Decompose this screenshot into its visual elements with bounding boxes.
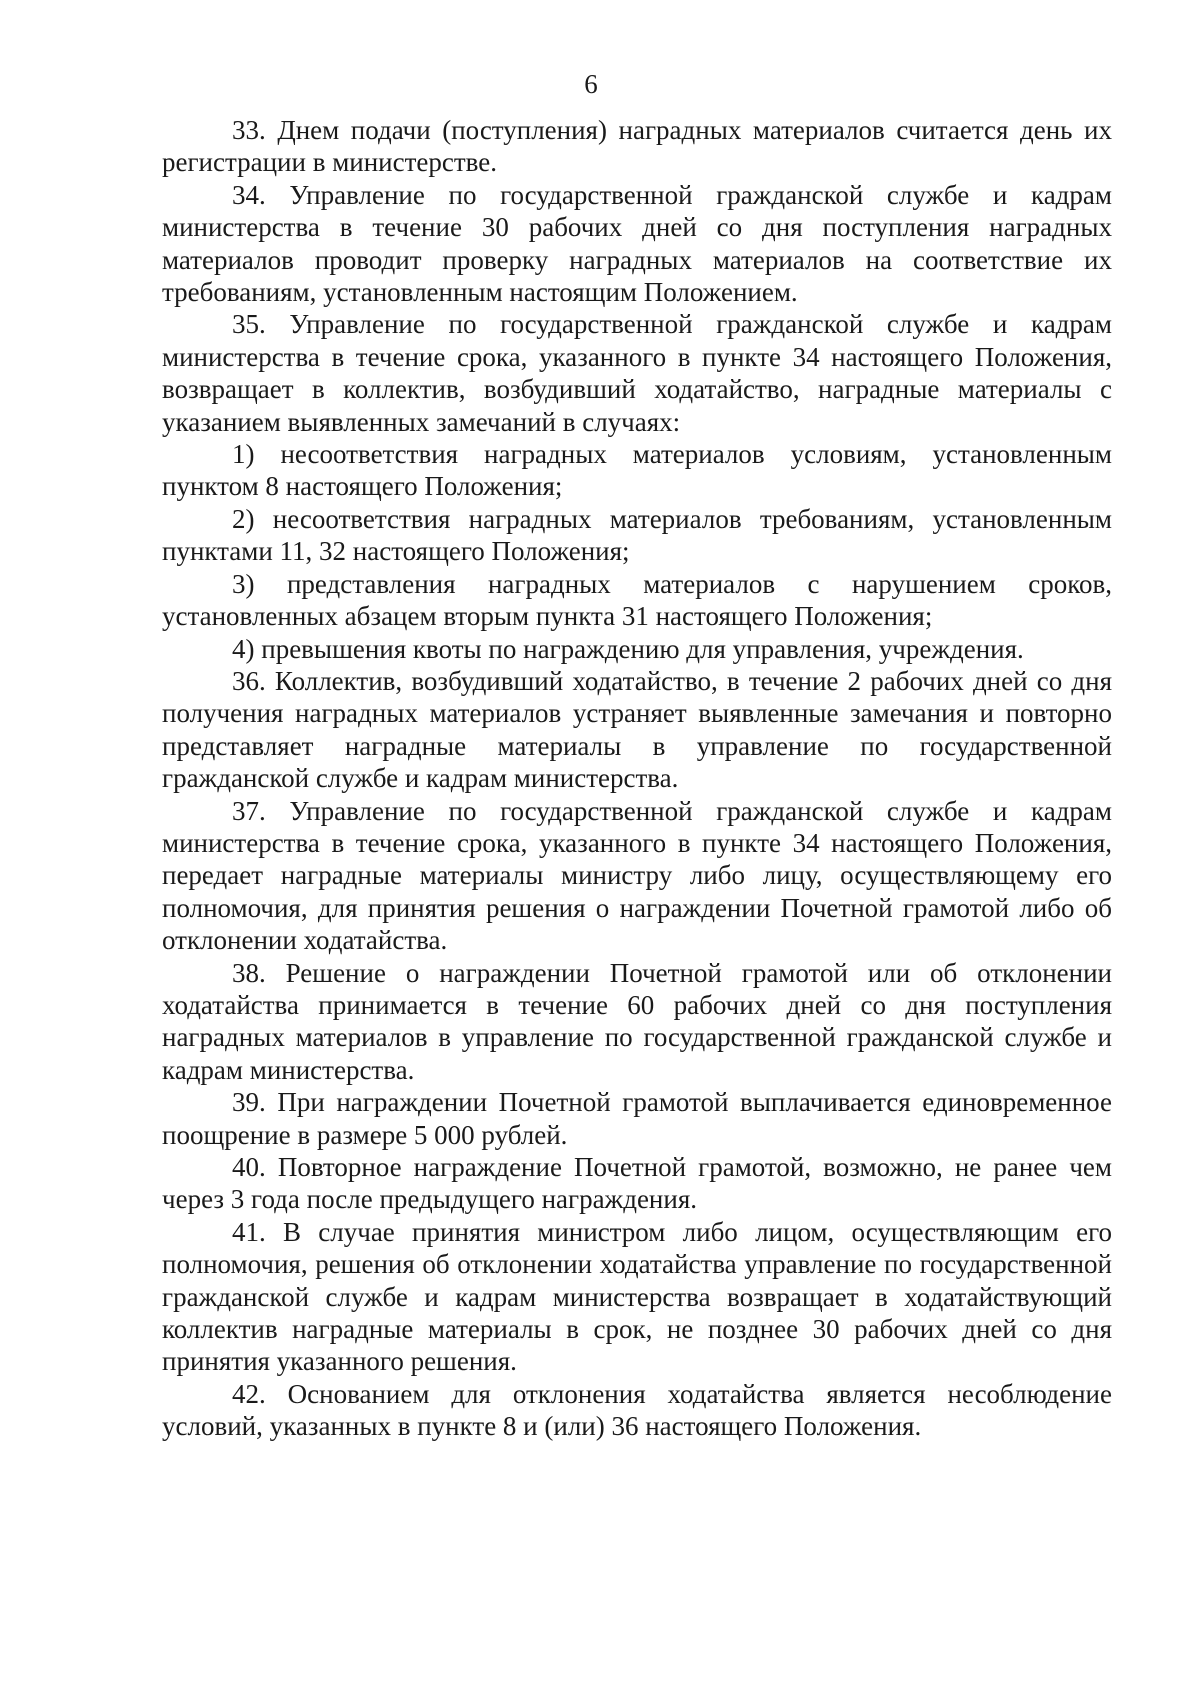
list-item-1: 1) несоответствия наградных материалов условиям, установленным пунктом 8 настоящего Положения; [162, 439, 1112, 502]
list-item-2: 2) несоответствия наградных материалов требованиям, установленным пунктами 11, 32 настоящего Положения; [162, 503, 1112, 567]
document-body [162, 114, 1112, 1443]
list-item-4: 4) превышения квоты по награждению для управления, учреждения. [232, 633, 1024, 664]
paragraph-36: 36. Коллектив, возбудивший ходатайство, в течение 2 рабочих дней со дня получения наградных материалов устраняет выявленные замечания и повторно представляет наградные материалы в управление по государственной гражданской службе и кадрам министерства. [162, 665, 1112, 794]
paragraph-41: 41. В случае принятия министром либо лицом, осуществляющим его полномочия, решения об отклонении ходатайства управление по государственной гражданской службе и кадрам министерства возвращает в ходатайствующий коллектив наградные материалы в срок, не позднее 30 рабочих дней со дня принятия указанного решения. [162, 1216, 1112, 1377]
page-number: 6 [584, 69, 598, 99]
paragraph-42: 42. Основанием для отклонения ходатайства является несоблюдение условий, указанных в пункте 8 и (или) 36 настоящего Положения. [162, 1378, 1112, 1442]
paragraph-35: 35. Управление по государственной гражданской службе и кадрам министерства в течение срока, указанного в пункте 34 настоящего Положения, возвращает в коллектив, возбудивший ходатайство, наградные материалы с указанием выявленных замечаний в случаях: [162, 309, 1112, 437]
paragraph-39: 39. При награждении Почетной грамотой выплачивается единовременное поощрение в размере 5 000 рублей. [162, 1087, 1112, 1150]
paragraph-33: 33. Днем подачи (поступления) наградных материалов считается день их регистрации в министерстве. [162, 115, 1112, 178]
paragraph-40: 40. Повторное награждение Почетной грамотой, возможно, не ранее чем через 3 года после предыдущего награждения. [162, 1152, 1112, 1215]
paragraph-34: 34. Управление по государственной гражданской службе и кадрам министерства в течение 30 рабочих дней со дня поступления наградных материалов проводит проверку наградных материалов на соответствие их требованиям, установленным настоящим Положением. [162, 179, 1112, 308]
paragraph-37: 37. Управление по государственной гражданской службе и кадрам министерства в течение срока, указанного в пункте 34 настоящего Положения, передает наградные материалы министру либо лицу, осуществляющему его полномочия, для принятия решения о награждении Почетной грамотой либо об отклонении ходатайства. [162, 795, 1112, 956]
paragraph-38: 38. Решение о награждении Почетной грамотой или об отклонении ходатайства принимается в течение 60 рабочих дней со дня поступления наградных материалов в управление по государственной гражданской службе и кадрам министерства. [162, 957, 1112, 1085]
list-item-3: 3) представления наградных материалов с нарушением сроков, установленных абзацем вторым пункта 31 настоящего Положения; [162, 568, 1112, 632]
